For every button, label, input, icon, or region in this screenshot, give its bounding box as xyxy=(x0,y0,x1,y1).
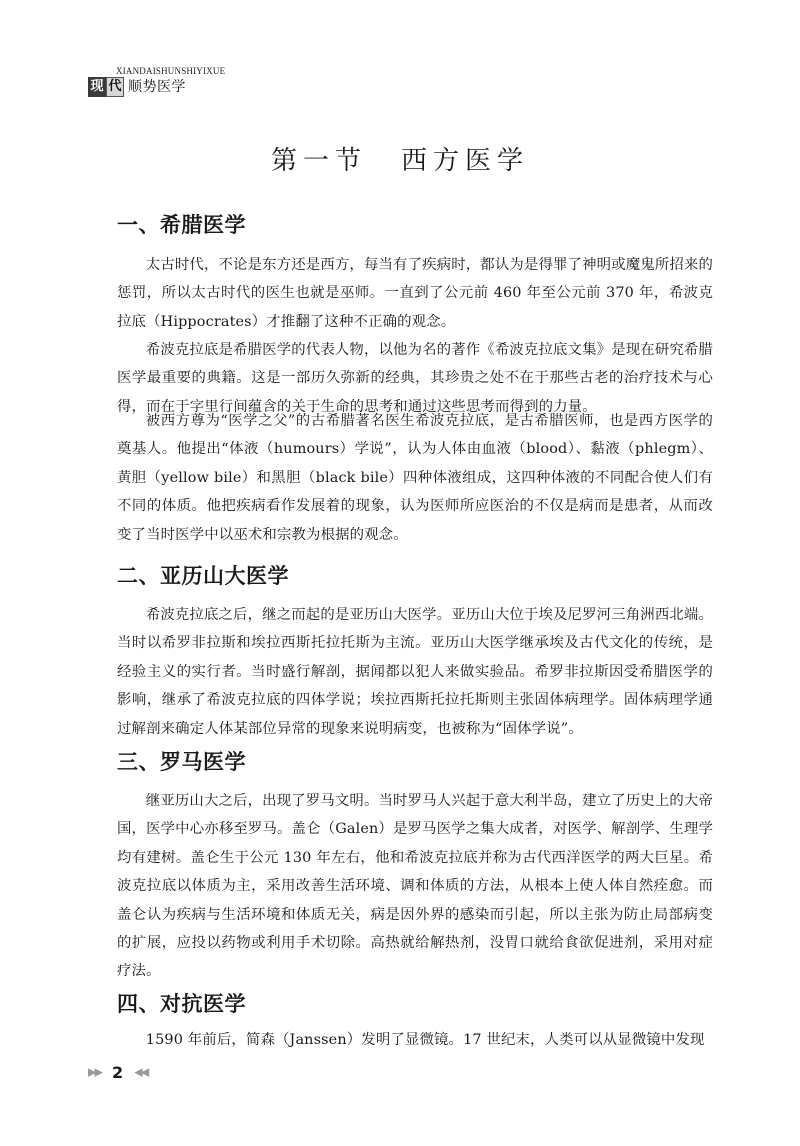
running-header xyxy=(88,66,308,102)
heading-alexandrian-medicine: 二、亚历山大医学 xyxy=(117,564,289,588)
page-footer xyxy=(88,1062,147,1082)
header-logo-char-2: 代 xyxy=(106,77,124,97)
heading-roman-medicine: 三、罗马医学 xyxy=(117,750,246,774)
section-name: 西方医学 xyxy=(401,146,530,176)
paragraph: 太古时代，不论是东方还是西方，每当有了疾病时，都认为是得罪了神明或魔鬼所招来的惩罚，所以太古时代的医生也就是巫师。一直到了公元前 460 年至公元前 370 年，希波克拉底（Hippocrates）才推翻了这种不正确的观念。 xyxy=(117,257,713,330)
arrow-left-icon: ◀◀ xyxy=(134,1065,148,1079)
heading-allopathic-medicine: 四、对抗医学 xyxy=(117,992,246,1016)
paragraph: 继亚历山大之后，出现了罗马文明。当时罗马人兴起于意大利半岛，建立了历史上的大帝国，医学中心亦移至罗马。盖仑（Galen）是罗马医学之集大成者，对医学、解剖学、生理学均有建树。盖仑生于公元 130 年左右，他和希波克拉底并称为古代西洋医学的两大巨星。希波克拉底以体质为主，采用改善生活环境、调和体质的方法，从根本上使人体自然痊愈。而盖仑认为疾病与生活环境和体质无关，病是因外界的感染而引起，所以主张为防止局部病变的扩展，应投以药物或利用手术切除。高热就给解热剂，没胃口就给食欲促进剂，采用对症疗法。 xyxy=(117,793,713,980)
paragraph: 1590 年前后，简森（Janssen）发明了显微镜。17 世纪末，人类可以从显微镜中发现 xyxy=(145,1032,705,1048)
section-title xyxy=(0,140,800,177)
section-number: 第一节 xyxy=(270,146,367,176)
paragraph: 被西方尊为“医学之父”的古希腊著名医生希波克拉底，是古希腊医师，也是西方医学的奠基人。他提出“体液（humours）学说”，认为人体由血液（blood）、黏液（phlegm）、黄胆（yellow bile）和黑胆（black bile）四种体液组成，这四种体液的不同配合使人们有不同的体质。他把疾病看作发展着的现象，认为医师所应医治的不仅是病而是患者，从而改变了当时医学中以巫术和宗教为根据的观念。 xyxy=(117,413,713,543)
header-book-title: 顺势医学 xyxy=(128,79,186,95)
heading-greek-medicine: 一、希腊医学 xyxy=(117,213,246,237)
paragraph: 希波克拉底之后，继之而起的是亚历山大医学。亚历山大位于埃及尼罗河三角洲西北端。当时以希罗非拉斯和埃拉西斯托拉托斯为主流。亚历山大医学继承埃及古代文化的传统，是经验主义的实行者。当时盛行解剖，据闻都以犯人来做实验品。希罗非拉斯因受希腊医学的影响，继承了希波克拉底的四体学说；埃拉西斯托拉托斯则主张固体病理学。固体病理学通过解剖来确定人体某部位异常的现象来说明病变，也被称为“固体学说”。 xyxy=(117,607,713,737)
header-pinyin: XIANDAISHUNSHIYIXUE xyxy=(116,66,226,76)
page-number: 2 xyxy=(112,1062,124,1082)
arrow-right-icon: ▶▶ xyxy=(88,1065,101,1079)
header-logo-char-1: 现 xyxy=(88,77,106,97)
paragraph: 希波克拉底是希腊医学的代表人物，以他为名的著作《希波克拉底文集》是现在研究希腊医学最重要的典籍。这是一部历久弥新的经典，其珍贵之处不在于那些古老的治疗技术与心得，而在于字里行间蕴含的关于生命的思考和通过这些思考而得到的力量。 xyxy=(117,342,713,415)
